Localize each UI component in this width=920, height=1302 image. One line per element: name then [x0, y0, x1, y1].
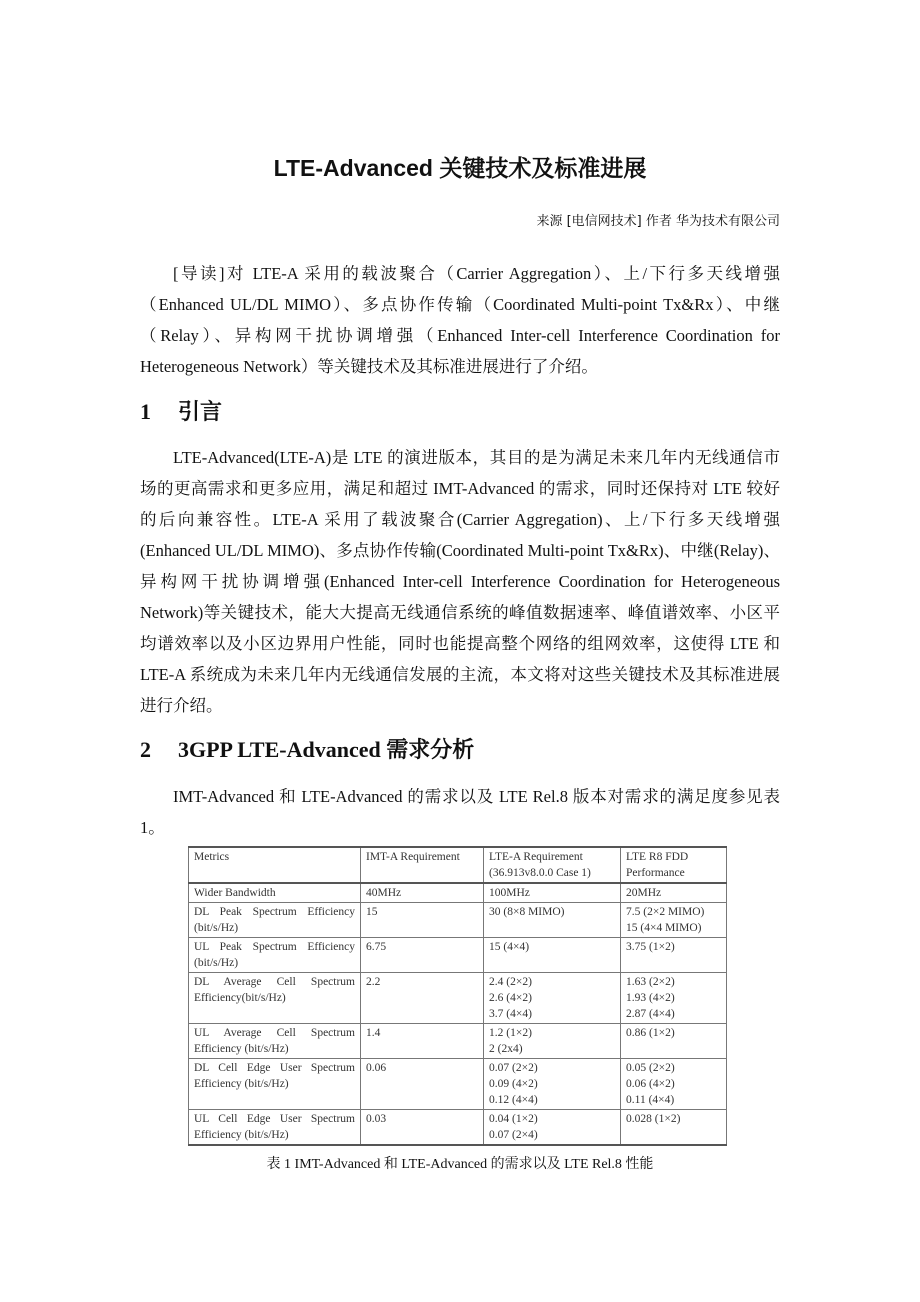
table-cell: 2.2 — [361, 973, 484, 1024]
table-cell: 15 (4×4) — [484, 938, 621, 973]
table-row — [189, 883, 727, 903]
section-2-body: IMT-Advanced 和 LTE-Advanced 的需求以及 LTE Rel.8 版本对需求的满足度参见表 1。 — [140, 787, 780, 837]
table-cell: 1.63 (2×2) 1.93 (4×2) 2.87 (4×4) — [621, 973, 727, 1024]
table-cell: 0.07 (2×2) 0.09 (4×2) 0.12 (4×4) — [484, 1059, 621, 1110]
table-cell: 15 — [361, 903, 484, 938]
section-2-number: 2 — [140, 737, 151, 762]
table-caption: 表 1 IMT-Advanced 和 LTE-Advanced 的需求以及 LTE Rel.8 性能 — [266, 1157, 654, 1172]
section-2-title: 3GPP LTE-Advanced 需求分析 — [178, 737, 475, 762]
table-metric-cell: DL Peak Spectrum Efficiency (bit/s/Hz) — [189, 903, 361, 938]
section-1-number: 1 — [140, 399, 151, 424]
table-row — [189, 973, 727, 1024]
table-row — [189, 938, 727, 973]
table-metric-cell: DL Average Cell Spectrum Efficiency(bit/s/Hz) — [189, 973, 361, 1024]
table-cell: 1.2 (1×2) 2 (2x4) — [484, 1024, 621, 1059]
table-cell: 20MHz — [621, 883, 727, 903]
table-cell: 3.75 (1×2) — [621, 938, 727, 973]
table-cell: IMT-A Requirement — [361, 847, 484, 883]
table-row — [189, 1024, 727, 1059]
table-row — [189, 1110, 727, 1146]
table-cell: 30 (8×8 MIMO) — [484, 903, 621, 938]
table-cell: Metrics — [189, 847, 361, 883]
table-cell: 6.75 — [361, 938, 484, 973]
table-header-row — [189, 847, 727, 883]
table-cell: 0.03 — [361, 1110, 484, 1146]
table-row — [189, 1059, 727, 1110]
table-cell: 1.4 — [361, 1024, 484, 1059]
section-1-heading — [140, 395, 222, 426]
table-cell: 40MHz — [361, 883, 484, 903]
intro-paragraph: [导读]对 LTE-A 采用的载波聚合（Carrier Aggregation）、上/下行多天线增强（Enhanced UL/DL MIMO）、多点协作传输（Coordinated Multi-point Tx&Rx）、中继（Relay）、异构网干扰协调增强（Enhanced Inter-cell Interference Coordination for Heterogeneous Network）等关键技术及其标准进展进行了介绍。 — [140, 264, 780, 376]
section-1-body: LTE-Advanced(LTE-A)是 LTE 的演进版本，其目的是为满足未来几年内无线通信市场的更高需求和更多应用，满足和超过 IMT-Advanced 的需求，同时还保持对 LTE 较好的后向兼容性。LTE-A 采用了载波聚合(Carrier Aggregation)、上/下行多天线增强(Enhanced UL/DL MIMO)、多点协作传输(Coordinated Multi-point Tx&Rx)、中继(Relay)、异构网干扰协调增强(Enhanced Inter-cell Interference Coordination for Heterogeneous Network)等关键技术，能大大提高无线通信系统的峰值数据速率、峰值谱效率、小区平均谱效率以及小区边界用户性能，同时也能提高整个网络的组网效率，这使得 LTE 和 LTE-A 系统成为未来几年内无线通信发展的主流，本文将对这些关键技术及其标准进展进行介绍。 — [140, 448, 780, 715]
requirements-table — [188, 846, 727, 1146]
table-metric-cell: DL Cell Edge User Spectrum Efficiency (bit/s/Hz) — [189, 1059, 361, 1110]
table-cell: LTE-A Requirement (36.913v8.0.0 Case 1) — [484, 847, 621, 883]
table-metric-cell: UL Average Cell Spectrum Efficiency (bit/s/Hz) — [189, 1024, 361, 1059]
document-title: LTE-Advanced 关键技术及标准进展 — [273, 155, 647, 181]
table-cell: 2.4 (2×2) 2.6 (4×2) 3.7 (4×4) — [484, 973, 621, 1024]
table-cell: 0.04 (1×2) 0.07 (2×4) — [484, 1110, 621, 1146]
table-metric-cell: UL Peak Spectrum Efficiency (bit/s/Hz) — [189, 938, 361, 973]
table-cell: 0.05 (2×2) 0.06 (4×2) 0.11 (4×4) — [621, 1059, 727, 1110]
table-cell: 0.86 (1×2) — [621, 1024, 727, 1059]
table-cell: 100MHz — [484, 883, 621, 903]
section-1-title: 引言 — [178, 399, 223, 424]
table-row — [189, 903, 727, 938]
table-cell: 0.06 — [361, 1059, 484, 1110]
table-cell: 0.028 (1×2) — [621, 1110, 727, 1146]
table-metric-cell: Wider Bandwidth — [189, 883, 361, 903]
section-2-heading — [140, 733, 474, 764]
table-cell: 7.5 (2×2 MIMO) 15 (4×4 MIMO) — [621, 903, 727, 938]
table-metric-cell: UL Cell Edge User Spectrum Efficiency (bit/s/Hz) — [189, 1110, 361, 1146]
source-line: 来源 [电信网技术] 作者 华为技术有限公司 — [536, 214, 780, 229]
table-cell: LTE R8 FDD Performance — [621, 847, 727, 883]
